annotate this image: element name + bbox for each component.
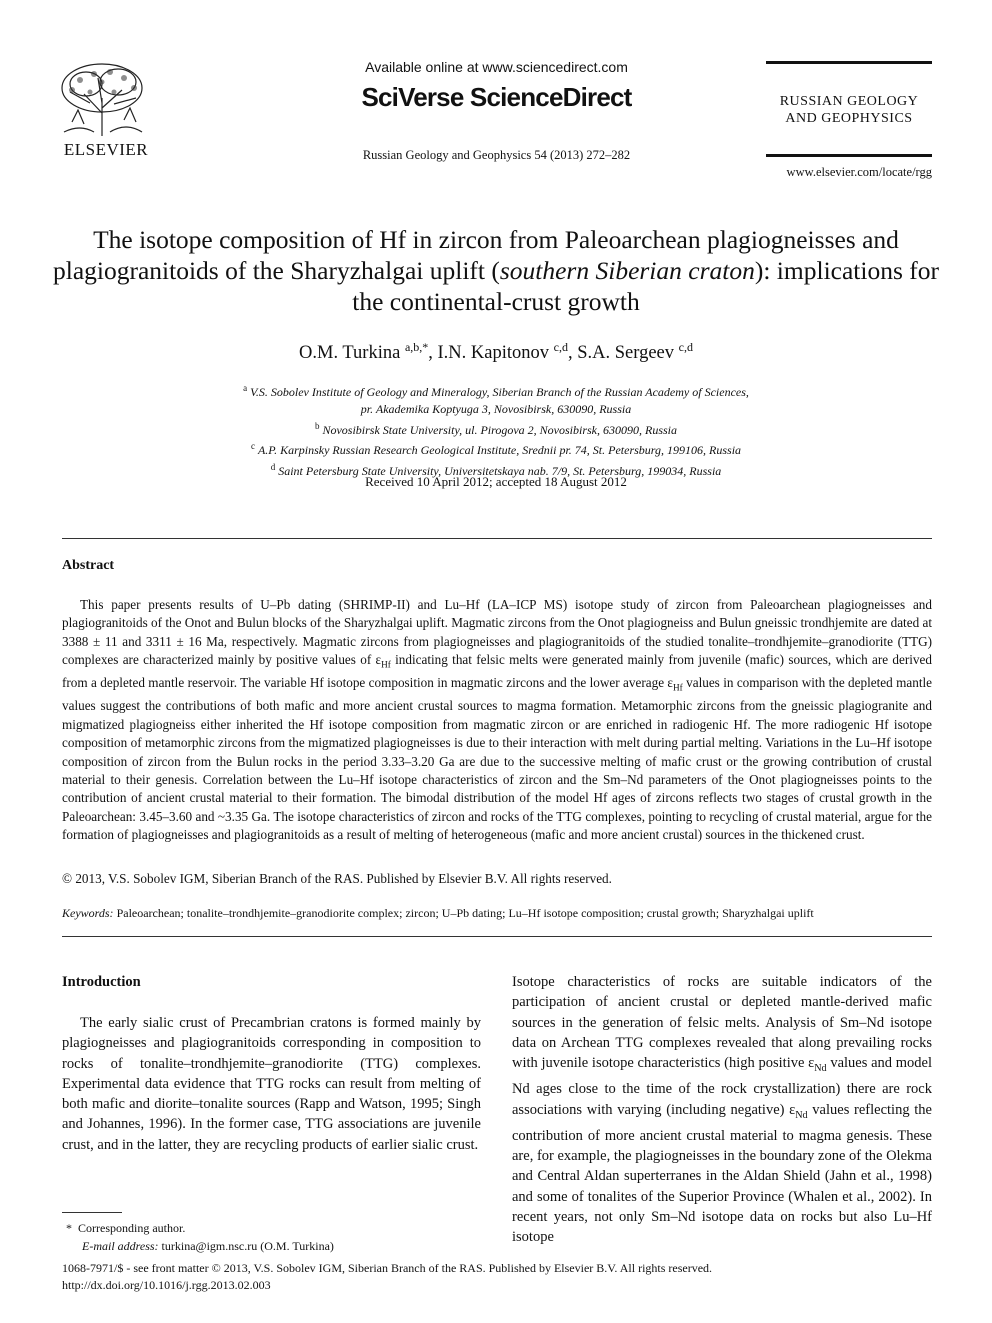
keywords-list: Paleoarchean; tonalite–trondhjemite–granodiorite complex; zircon; U–Pb dating; Lu–Hf isotope composition; crustal growth; Sharyzhalgai uplift — [116, 906, 814, 920]
available-online[interactable]: Available online at www.sciencedirect.com — [365, 59, 628, 75]
title-part2: ): implications for the continental-crust growth — [352, 256, 939, 316]
header-rule-bottom — [766, 154, 932, 157]
abstract-segment: indicating that felsic melts were generated mainly from juvenile (mafic) sources, which are derived from a depleted mantle reservoir. The variable Hf isotope composition in magmatic zircons and the lower average ε — [62, 652, 932, 691]
affil-line: Novosibirsk State University, ul. Pirogova 2, Novosibirsk, 630090, Russia — [322, 422, 678, 437]
author-name: I.N. Kapitonov — [437, 343, 550, 364]
title-italic: southern Siberian craton — [499, 256, 755, 285]
affil-mark: c — [250, 441, 255, 452]
journal-citation: Russian Geology and Geophysics 54 (2013) 272–282 — [362, 148, 631, 162]
introduction-heading: Introduction — [62, 974, 141, 990]
nd-subscript: Nd — [814, 1063, 827, 1075]
affil-line: A.P. Karpinsky Russian Research Geological Institute, Srednii pr. 74, St. Petersburg, 199106, Russia — [257, 443, 742, 458]
email-address[interactable]: turkina@igm.nsc.ru (O.M. Turkina) — [161, 1239, 334, 1253]
paragraph-segment: Isotope characteristics of rocks are suitable indicators of the participation of ancient crustal or depleted mantle-derived mafic sources in the generation of felsic melts. Analysis of Sm–Nd isotope data on Archean TTG complexes revealed that along prevailing rocks with juvenile isotope characteristics (high positive ε — [512, 974, 932, 1072]
epsilon-subscript: Hf — [672, 682, 683, 693]
affil-line: Saint Petersburg State University, Universitetskaya nab. 7/9, St. Petersburg, 199034, Russia — [278, 464, 722, 479]
elsevier-wordmark: ELSEVIER — [63, 140, 149, 159]
abstract-rule-bottom — [62, 936, 932, 937]
article-title — [40, 224, 952, 317]
abstract-heading: Abstract — [62, 558, 115, 573]
journal-title — [766, 93, 932, 127]
received-dates: Received 10 April 2012; accepted 18 August 2012 — [365, 474, 627, 489]
affil-mark: a — [243, 383, 248, 393]
introduction-paragraph-1: The early sialic crust of Precambrian cratons is formed mainly by plagiogneisses and plagiogranitoids corresponding in composition to rocks of tonalite–trondhjemite–granodiorite (TTG) complexes. Experimental data evidence that TTG rocks can result from melting of both mafic and diorite–tonalite sources (Rapp and Watson, 1995; Singh and Johannes, 1996). In the former case, TTG associations are juvenile crust, and in the latter, they are recycling products of earlier sialic crust. — [62, 1015, 481, 1153]
doi-link[interactable]: http://dx.doi.org/10.1016/j.rgg.2013.02.003 — [62, 1278, 271, 1292]
affil-line: pr. Akademika Koptyuga 3, Novosibirsk, 630090, Russia — [360, 401, 632, 416]
footnote-rule — [62, 1212, 122, 1213]
keywords-label: Keywords: — [62, 906, 114, 920]
affil-line: V.S. Sobolev Institute of Geology and Mineralogy, Siberian Branch of the Russian Academy of Sciences, — [250, 385, 749, 399]
abstract-rule-top — [62, 538, 932, 539]
page-footer — [62, 1260, 932, 1294]
footnote-text: Corresponding author. — [78, 1221, 186, 1235]
email-label: E-mail address: — [82, 1239, 159, 1253]
abstract-text — [62, 596, 932, 845]
header-rule-top — [766, 61, 932, 64]
affil-mark: d — [270, 462, 276, 473]
front-matter-line: 1068-7971/$ - see front matter © 2013, V.S. Sobolev IGM, Siberian Branch of the RAS. Published by Elsevier B.V. All rights reserved. — [62, 1261, 713, 1275]
author-name: O.M. Turkina — [299, 343, 401, 364]
affiliations — [40, 380, 952, 480]
abstract-copyright: © 2013, V.S. Sobolev IGM, Siberian Branch of the RAS. Published by Elsevier B.V. All rights reserved. — [62, 871, 612, 886]
email-note — [82, 1239, 334, 1254]
author-affil-marks[interactable]: a,b,* — [404, 340, 429, 354]
affil-mark: b — [314, 420, 320, 431]
author-name: S.A. Sergeev — [577, 343, 674, 364]
journal-website-link[interactable]: www.elsevier.com/locate/rgg — [786, 165, 932, 179]
sciencedirect-brand: SciVerse ScienceDirect — [361, 82, 632, 112]
nd-subscript: Nd — [795, 1109, 808, 1121]
corresponding-author-note — [66, 1221, 185, 1236]
abstract-segment: values in comparison with the depleted mantle values suggest the contributions of both mafic and more ancient crustal sources to magma formation. Metamorphic zircons from the gneissic plagiogranite and migmatized plagiogneiss either inherited the Hf isotope composition from magmatic zircon or are enriched in radiogenic Hf. The more radiogenic Hf isotope composition of metamorphic zircons from the migmatized plagiogneisses is due to their interaction with melt during partial melting. Variations in the Lu–Hf isotope composition of zircon from the Bulun rocks in the period 3.33–3.20 Ga are due to the successive melting of mafic crust or the growing contribution of crustal material to their genesis. Correlation between the Lu–Hf isotope characteristics of zircon and the Sm–Nd parameters of the Onot plagiogneisses points to the contribution of ancient crustal material to their formation. The bimodal distribution of the model Hf ages of zircons reflects two stages of crustal growth in the Paleoarchean: 3.45–3.60 and ~3.35 Ga. The isotope characteristics of zircon and rocks of the TTG complexes, pointing to recycling of crustal material, argue for the formation of plagiogneisses and plagiogranitoids as a result of melting of heterogeneous (mafic and more ancient crustal) sources in the thickened crust. — [62, 675, 932, 843]
abstract-segment: This paper presents results of U–Pb dating (SHRIMP-II) and Lu–Hf (LA–ICP MS) isotope study of zircon from Paleoarchean plagiogneisses and plagiogranitoids of the Onot and Bulun blocks of the Sharyzhalgai uplift. Magmatic zircons from the Onot plagiogneiss and Bulun gneissic trondhjemite are dated at 3388 ± 11 and 3311 ± 16 Ma, respectively. Magmatic zircons from plagiogneisses and plagiogranitoids of the studied tonalite–trondhjemite–granodiorite (TTG) complexes are characterized mainly by positive values of ε — [62, 597, 932, 668]
epsilon-subscript: Hf — [381, 659, 391, 670]
introduction-paragraph-2 — [512, 972, 932, 1248]
author-affil-marks[interactable]: c,d — [678, 340, 693, 354]
footnote-mark: * — [66, 1221, 72, 1235]
journal-title-line1: RUSSIAN GEOLOGY — [779, 94, 919, 109]
journal-title-line2: AND GEOPHYSICS — [785, 111, 913, 126]
paragraph-segment: values reflecting the contribution of more ancient crustal material to magma genesis. These are, for example, the plagiogneisses in the boundary zone of the Olekma and Central Aldan superterranes in the Aldan Shield (Jahn et al., 1998) and some of tonalites of the Superior Province (Whalen et al., 2002). In recent years, not only Sm–Nd isotope data on rocks but also Lu–Hf isotope — [512, 1101, 932, 1246]
paragraph-segment: values and model Nd ages close to the time of the rock crystallization) there are rock associations with varying (including negative) ε — [512, 1055, 932, 1118]
keywords — [62, 906, 932, 921]
author-list: O.M. Turkina $^{a,b,*}$, I.N. Kapitonov $^{c,d}$, S.A. Sergeev $^{c,d}$ — [299, 340, 693, 364]
author-affil-marks[interactable]: c,d — [553, 340, 568, 354]
title-part1: The isotope composition of Hf in zircon from Paleoarchean plagiogneisses and plagiogranitoids of the Sharyzhalgai uplift ( — [53, 225, 899, 285]
